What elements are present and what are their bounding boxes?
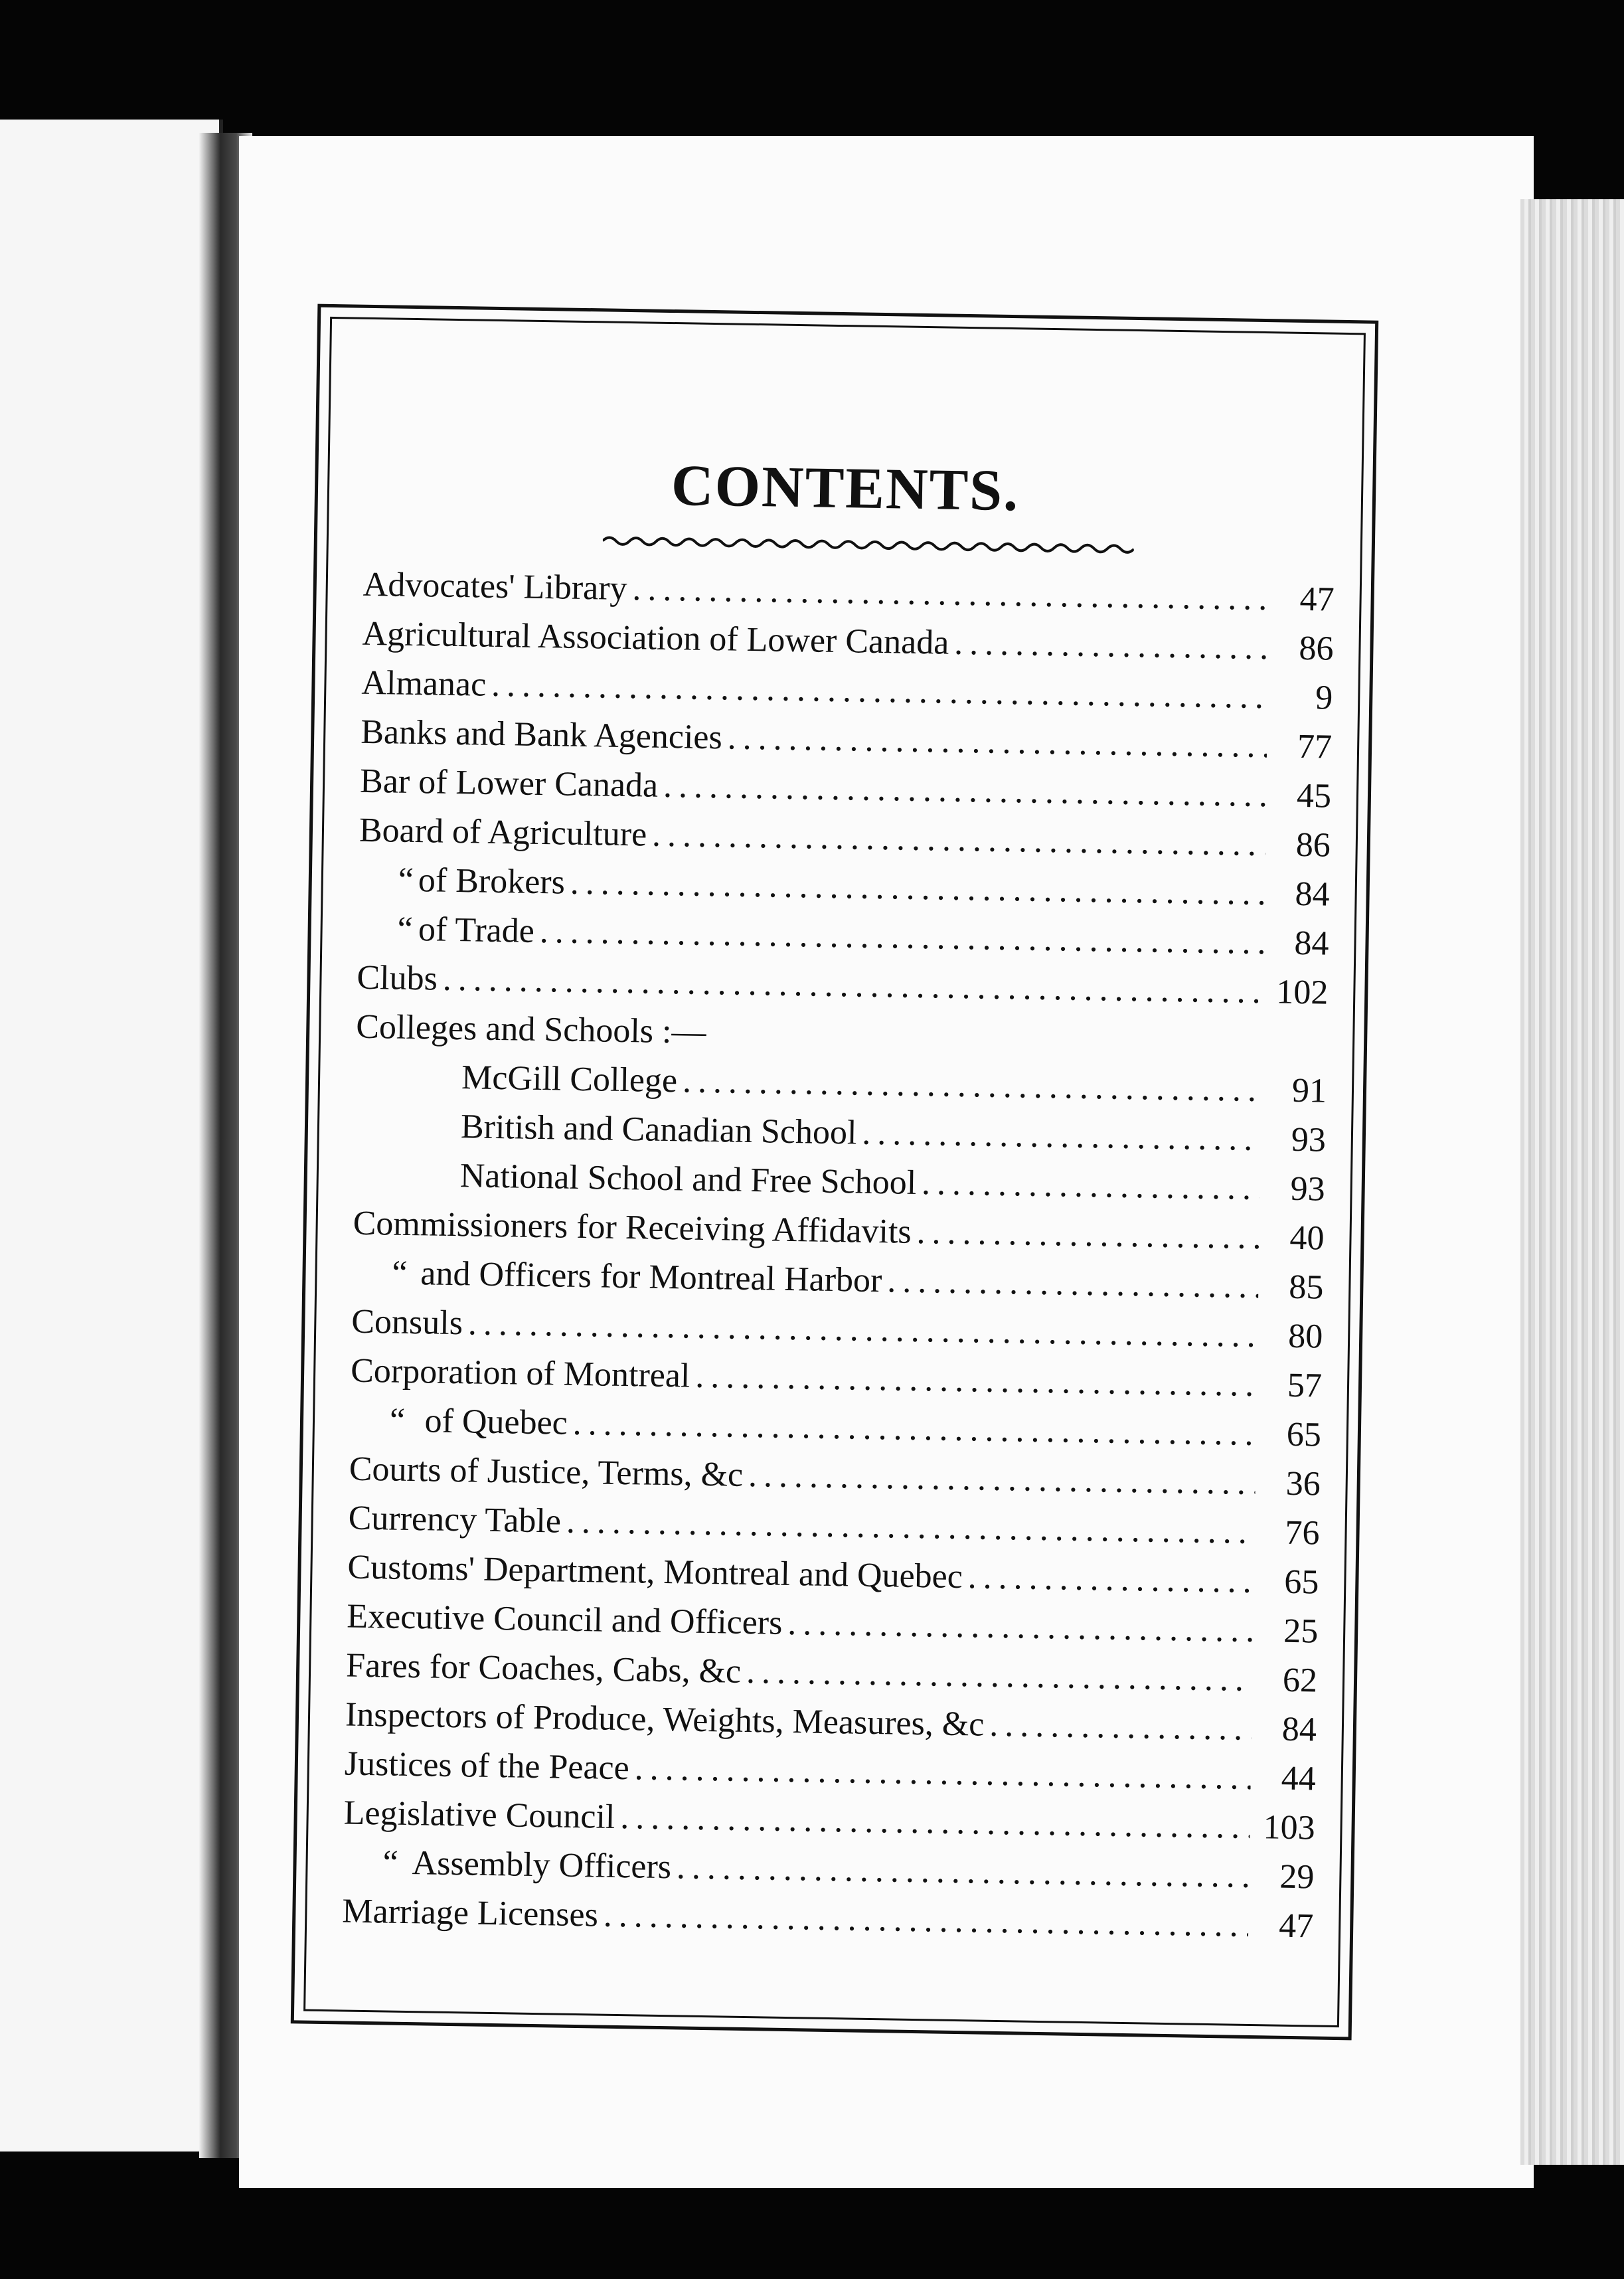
toc-entry-label: Clubs (357, 958, 438, 998)
ditto-mark: “ (392, 1254, 408, 1292)
dot-leader (967, 1553, 1254, 1606)
dot-leader (682, 1056, 1261, 1115)
toc-entry-page: 36 (1285, 1464, 1321, 1503)
toc-entry-page: 80 (1287, 1317, 1323, 1356)
toc-entry-page: 25 (1283, 1612, 1319, 1651)
dot-leader (887, 1256, 1259, 1311)
dot-leader (746, 1647, 1253, 1705)
toc-entry-page: 86 (1299, 629, 1334, 668)
dot-leader (603, 1891, 1249, 1950)
toc-entry-label: Assembly Officers (412, 1844, 672, 1887)
toc-entry-label: Customs' Department, Montreal and Quebec (347, 1548, 963, 1596)
toc-entry-page: 57 (1287, 1366, 1323, 1405)
toc-entry-page: 44 (1281, 1759, 1317, 1798)
dot-leader (916, 1208, 1259, 1262)
dot-leader (711, 1043, 1262, 1052)
toc-entry-label: Almanac (361, 663, 487, 704)
toc-entry-label: Corporation of Montreal (350, 1351, 690, 1395)
table-of-contents (342, 560, 1335, 1952)
left-facing-page (0, 120, 223, 2152)
toc-entry-label: of Quebec (424, 1402, 568, 1442)
toc-entry-label: Colleges and Schools :— (355, 1007, 706, 1051)
ditto-mark: “ (398, 861, 414, 899)
toc-entry-page: 76 (1285, 1513, 1320, 1553)
toc-entry-page: 84 (1281, 1710, 1317, 1749)
toc-entry-page: 103 (1263, 1808, 1316, 1847)
toc-entry-label: Executive Council and Officers (346, 1597, 783, 1642)
toc-entry-page: 77 (1297, 727, 1333, 766)
toc-entry-label: Bar of Lower Canada (359, 762, 659, 805)
contents-frame (291, 304, 1378, 2041)
toc-entry-page: 85 (1288, 1268, 1324, 1307)
dot-leader (748, 1451, 1256, 1508)
toc-entry-page: 47 (1278, 1906, 1314, 1946)
toc-entry-label: Board of Agriculture (359, 811, 647, 854)
toc-entry-label: and Officers for Montreal Harbor (420, 1254, 882, 1300)
ditto-mark: “ (397, 910, 414, 948)
dot-leader (695, 1352, 1258, 1410)
toc-entry-page: 47 (1299, 580, 1335, 619)
ditto-mark: “ (389, 1401, 406, 1440)
toc-entry-label: Inspectors of Produce, Weights, Measures, &c (345, 1695, 985, 1744)
toc-entry-label: of Brokers (418, 861, 566, 902)
toc-entry-page: 40 (1289, 1219, 1325, 1258)
toc-entry-label: McGill College (461, 1058, 678, 1100)
toc-entry-label: British and Canadian School (460, 1108, 857, 1152)
toc-entry-label: Marriage Licenses (341, 1892, 599, 1934)
toc-entry-page (1267, 1052, 1327, 1053)
page-edges (1520, 199, 1624, 2165)
dot-leader (676, 1843, 1250, 1901)
toc-entry-label: Agricultural Association of Lower Canada (362, 614, 949, 662)
toc-entry-label: Banks and Bank Agencies (360, 713, 723, 757)
toc-entry-page: 29 (1279, 1857, 1315, 1897)
toc-entry-page: 65 (1286, 1415, 1322, 1454)
toc-entry-label: Fares for Coaches, Cabs, &c (345, 1646, 742, 1691)
dot-leader (862, 1109, 1261, 1164)
toc-entry-page: 91 (1291, 1071, 1327, 1110)
toc-entry-page: 84 (1294, 924, 1329, 963)
ditto-mark: “ (382, 1843, 399, 1882)
toc-entry-page: 93 (1290, 1169, 1326, 1209)
dot-leader (787, 1599, 1254, 1655)
page-title: CONTENTS. (671, 454, 1020, 524)
toc-entry-page: 65 (1283, 1562, 1319, 1602)
toc-entry-page: 93 (1291, 1120, 1327, 1159)
toc-entry-page: 9 (1315, 679, 1333, 717)
toc-entry-label: Advocates' Library (363, 565, 627, 608)
toc-entry-label: Legislative Council (343, 1794, 615, 1836)
dot-leader (727, 713, 1267, 771)
toc-entry-label: Consuls (351, 1302, 463, 1343)
dot-leader (954, 619, 1269, 673)
toc-entry-page: 86 (1295, 825, 1331, 865)
toc-entry-label: Justices of the Peace (344, 1744, 630, 1788)
toc-entry-page: 45 (1296, 776, 1332, 815)
dot-leader (989, 1701, 1252, 1754)
toc-entry-label: Currency Table (348, 1499, 562, 1541)
dot-leader (663, 762, 1267, 820)
toc-entry-label: National School and Free School (459, 1157, 917, 1202)
toc-entry-page: 62 (1282, 1661, 1318, 1700)
toc-entry-page: 102 (1275, 973, 1329, 1012)
dot-leader (922, 1159, 1261, 1213)
toc-entry-label: Commissioners for Receiving Affidavits (353, 1204, 912, 1251)
toc-entry-label: Courts of Justice, Terms, &c (349, 1450, 744, 1494)
toc-entry-page: 84 (1295, 875, 1331, 914)
toc-entry-label: of Trade (418, 910, 535, 950)
